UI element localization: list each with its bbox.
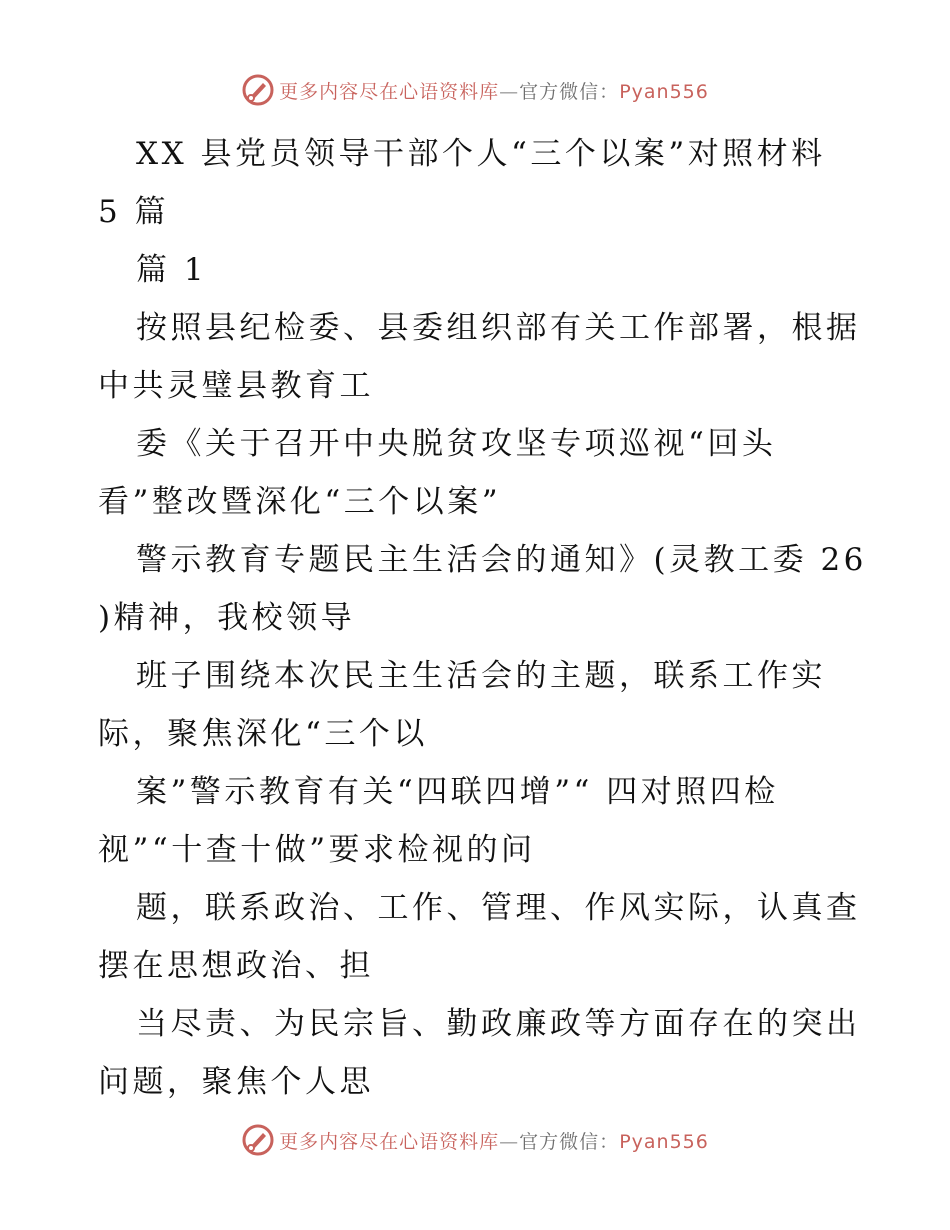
footer-watermark-banner [0,1120,950,1160]
paragraph-line: 委《关于召开中央脱贫攻坚专项巡视“回头 [136,426,777,462]
paragraph-line: 摆在思想政治、担 [98,948,374,984]
paragraph-line: 题，联系政治、工作、管理、作风实际，认真查 [136,890,861,926]
paragraph-line: 看”整改暨深化“三个以案” [98,484,502,520]
paragraph-line: 警示教育专题民主生活会的通知》(灵教工委 26 [136,542,867,578]
section-heading: 篇 1 [136,252,208,288]
watermark-site-text: 更多内容尽在心语资料库 [279,80,500,103]
paragraph-line: 按照县纪检委、县委组织部有关工作部署，根据 [136,310,861,346]
paragraph-line: 中共灵璧县教育工 [98,368,374,404]
paragraph-line: 案”警示教育有关“四联四增”“ 四对照四检 [136,774,779,810]
watermark-wechat-label: 官方微信： [519,1130,620,1153]
document-body [98,125,867,1111]
watermark-wechat-id: Pyan556 [619,80,709,103]
paragraph-line: 班子围绕本次民主生活会的主题，联系工作实 [136,658,826,694]
watermark-wechat-id: Pyan556 [619,1130,709,1153]
paragraph-line: 当尽责、为民宗旨、勤政廉政等方面存在的突出 [136,1006,861,1042]
watermark-site-text: 更多内容尽在心语资料库 [279,1130,500,1153]
paragraph-line: 际，聚焦深化“三个以 [98,716,428,752]
seal-pen-icon [241,1123,275,1157]
watermark-dash: — [499,1130,520,1153]
seal-pen-icon [241,73,275,107]
document-title-line-1: XX 县党员领导干部个人“三个以案”对照材料 [136,136,826,172]
watermark-text [279,1127,709,1154]
watermark-wechat-label: 官方微信： [519,80,620,103]
paragraph-line: 问题，聚焦个人思 [98,1064,374,1100]
paragraph-line: 视”“十查十做”要求检视的问 [98,832,536,868]
document-title-line-2: 5 篇 [98,194,170,230]
watermark-text [279,77,709,104]
header-watermark-banner [0,70,950,110]
paragraph-line: )精神，我校领导 [98,600,356,636]
watermark-dash: — [499,80,520,103]
